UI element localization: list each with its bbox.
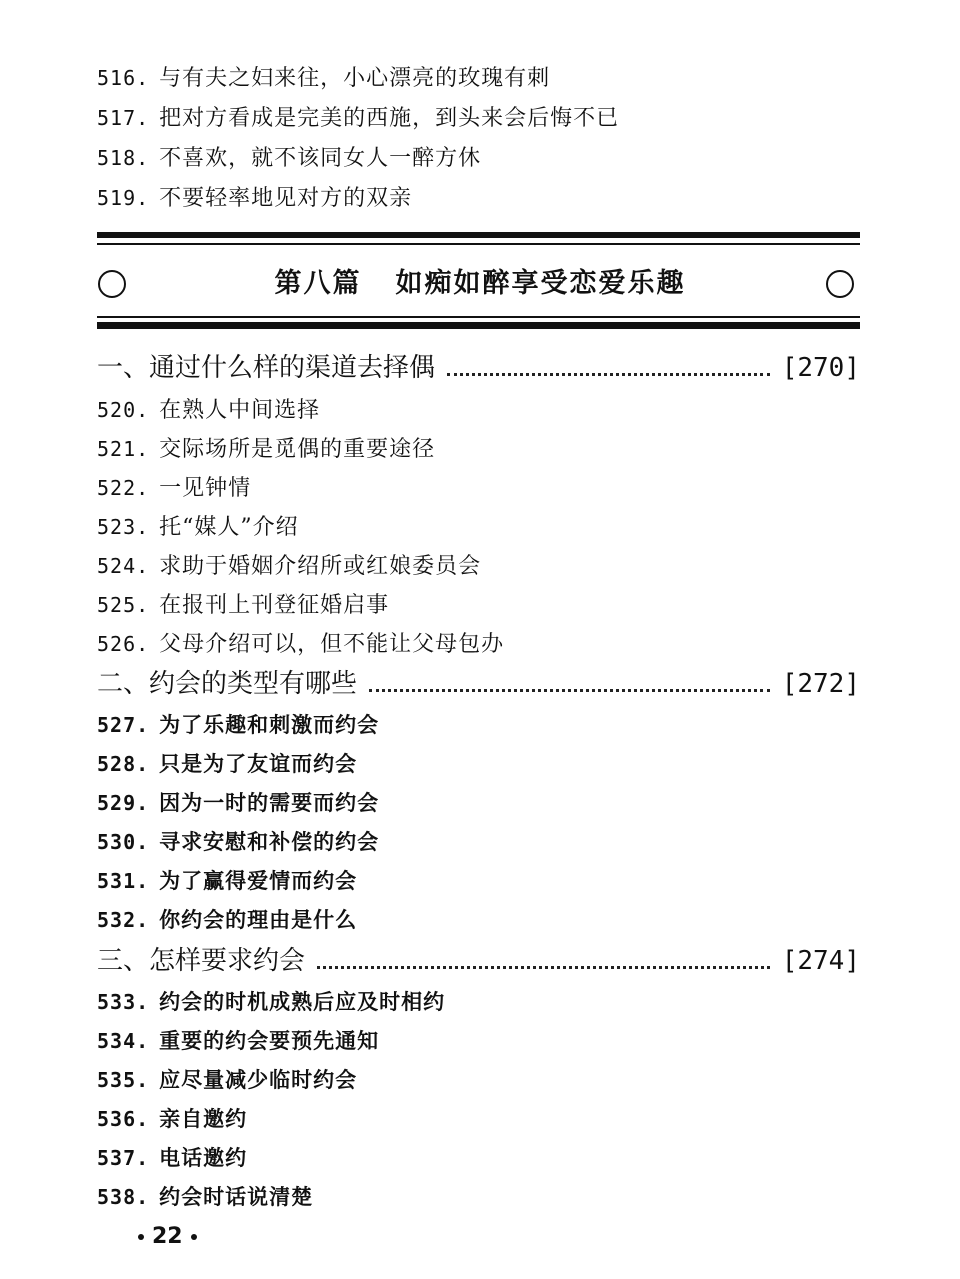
ornament-circle-right bbox=[826, 270, 854, 298]
toc-entry-521 bbox=[97, 431, 435, 467]
entry-text: 亲自邀约 bbox=[159, 1107, 248, 1131]
section-page: [272] bbox=[781, 669, 860, 699]
chapter-title bbox=[0, 262, 960, 306]
entry-text: 因为一时的需要而约会 bbox=[159, 791, 380, 815]
toc-entry-516 bbox=[97, 60, 550, 96]
toc-entry-533 bbox=[97, 984, 445, 1020]
entry-text: 交际场所是觅偶的重要途径 bbox=[159, 437, 436, 462]
toc-entry-536 bbox=[97, 1101, 247, 1137]
toc-entry-522 bbox=[97, 470, 251, 506]
entry-number: 530. bbox=[97, 830, 150, 854]
toc-entry-527 bbox=[97, 707, 379, 743]
chapter-part: 第八篇 bbox=[274, 268, 362, 299]
entry-text: 把对方看成是完美的西施，到头来会后悔不已 bbox=[159, 106, 620, 131]
page-number-value: 22 bbox=[152, 1224, 183, 1249]
toc-entry-517 bbox=[97, 100, 619, 136]
chapter-rule-top-thin bbox=[97, 243, 860, 245]
entry-number: 533. bbox=[97, 990, 150, 1014]
toc-entry-530 bbox=[97, 824, 379, 860]
toc-entry-538 bbox=[97, 1179, 313, 1215]
toc-entry-528 bbox=[97, 746, 357, 782]
entry-text: 一见钟情 bbox=[159, 476, 252, 501]
entry-number: 538. bbox=[97, 1185, 150, 1209]
entry-number: 520. bbox=[97, 398, 150, 422]
toc-entry-520 bbox=[97, 392, 320, 428]
entry-text: 不喜欢，就不该同女人一醉方休 bbox=[159, 146, 482, 171]
toc-entry-526 bbox=[97, 626, 504, 662]
toc-entry-534 bbox=[97, 1023, 379, 1059]
section-page: [270] bbox=[781, 353, 860, 383]
toc-entry-535 bbox=[97, 1062, 357, 1098]
dot-leader bbox=[317, 966, 770, 969]
entry-number: 521. bbox=[97, 437, 150, 461]
entry-number: 534. bbox=[97, 1029, 150, 1053]
entry-text: 约会的时机成熟后应及时相约 bbox=[159, 990, 446, 1014]
entry-text: 在报刊上刊登征婚启事 bbox=[159, 593, 390, 618]
entry-number: 527. bbox=[97, 713, 150, 737]
entry-number: 522. bbox=[97, 476, 150, 500]
entry-number: 528. bbox=[97, 752, 150, 776]
entry-text: 寻求安慰和补偿的约会 bbox=[159, 830, 380, 854]
entry-number: 537. bbox=[97, 1146, 150, 1170]
toc-entry-524 bbox=[97, 548, 481, 584]
section-heading-2 bbox=[97, 664, 860, 704]
toc-entry-531 bbox=[97, 863, 357, 899]
entry-text: 不要轻率地见对方的双亲 bbox=[159, 186, 413, 211]
entry-text: 约会时话说清楚 bbox=[159, 1185, 314, 1209]
entry-number: 518. bbox=[97, 146, 150, 170]
section-heading-3 bbox=[97, 941, 860, 981]
entry-text: 与有夫之妇来往，小心漂亮的玫瑰有刺 bbox=[159, 66, 551, 91]
dot-leader bbox=[369, 689, 770, 692]
toc-entry-519 bbox=[97, 180, 412, 216]
toc-entry-525 bbox=[97, 587, 389, 623]
section-title: 一、通过什么样的渠道去择偶 bbox=[97, 353, 436, 383]
toc-entry-537 bbox=[97, 1140, 247, 1176]
dot-leader bbox=[447, 373, 770, 376]
section-title: 二、约会的类型有哪些 bbox=[97, 669, 358, 699]
chapter-rule-top-thick bbox=[97, 232, 860, 238]
entry-text: 在熟人中间选择 bbox=[159, 398, 321, 423]
entry-text: 托“媒人”介绍 bbox=[159, 515, 299, 540]
entry-text: 应尽量减少临时约会 bbox=[159, 1068, 358, 1092]
page-number bbox=[130, 1224, 205, 1249]
entry-number: 525. bbox=[97, 593, 150, 617]
entry-text: 父母介绍可以，但不能让父母包办 bbox=[159, 632, 505, 657]
entry-text: 你约会的理由是什么 bbox=[159, 908, 358, 932]
chapter-rule-bottom-thin bbox=[97, 316, 860, 318]
entry-number: 532. bbox=[97, 908, 150, 932]
entry-number: 519. bbox=[97, 186, 150, 210]
entry-text: 为了赢得爱情而约会 bbox=[159, 869, 358, 893]
toc-entry-529 bbox=[97, 785, 379, 821]
entry-number: 524. bbox=[97, 554, 150, 578]
entry-number: 526. bbox=[97, 632, 150, 656]
entry-text: 求助于婚姻介绍所或红娘委员会 bbox=[159, 554, 482, 579]
entry-number: 536. bbox=[97, 1107, 150, 1131]
entry-number: 517. bbox=[97, 106, 150, 130]
entry-text: 只是为了友谊而约会 bbox=[159, 752, 358, 776]
entry-text: 电话邀约 bbox=[159, 1146, 248, 1170]
entry-number: 535. bbox=[97, 1068, 150, 1092]
section-page: [274] bbox=[781, 946, 860, 976]
toc-entry-523 bbox=[97, 509, 299, 545]
toc-entry-532 bbox=[97, 902, 357, 938]
section-title: 三、怎样要求约会 bbox=[97, 946, 306, 976]
entry-number: 531. bbox=[97, 869, 150, 893]
entry-text: 为了乐趣和刺激而约会 bbox=[159, 713, 380, 737]
section-heading-1 bbox=[97, 348, 860, 388]
entry-number: 523. bbox=[97, 515, 150, 539]
chapter-rule-bottom-thick bbox=[97, 322, 860, 329]
entry-number: 516. bbox=[97, 66, 150, 90]
toc-entry-518 bbox=[97, 140, 481, 176]
page-number-dot-left bbox=[138, 1234, 144, 1240]
entry-text: 重要的约会要预先通知 bbox=[159, 1029, 380, 1053]
entry-number: 529. bbox=[97, 791, 150, 815]
chapter-name: 如痴如醉享受恋爱乐趣 bbox=[395, 268, 686, 299]
page-number-dot-right bbox=[191, 1234, 197, 1240]
